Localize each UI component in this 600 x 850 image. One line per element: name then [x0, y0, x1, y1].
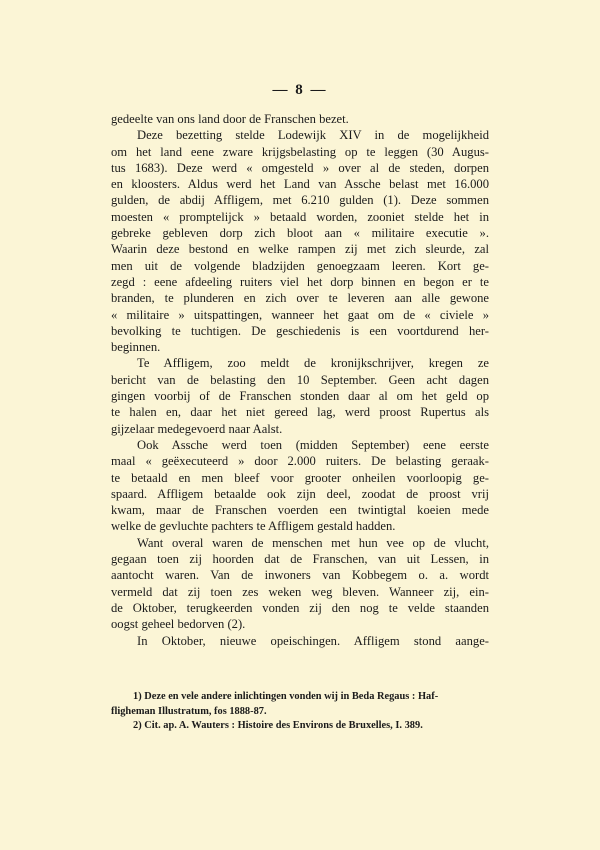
text-line: beginnen. [111, 340, 161, 355]
text-line: Ook Assche werd toen (midden September) eene eerste [137, 437, 489, 452]
text-line: bericht van de belasting den 10 September. Geen acht dagen [111, 372, 489, 387]
text-line: Want overal waren de menschen met hun vee op de vlucht, [137, 535, 489, 550]
text-line: In Oktober, nieuwe opeischingen. Affligem stond aange- [137, 633, 489, 648]
text-line: te betaald en men bleef voor grooter onheilen voorloopig ge- [111, 470, 489, 485]
text-line: vermeld dat zij toen zes weken weg bleven. Wanneer zij, ein- [111, 584, 489, 599]
text-line: zegd : eene afdeeling ruiters viel het dorp binnen en begon er te [111, 274, 489, 289]
footnote-line: fligheman Illustratum, fos 1888-87. [111, 705, 267, 717]
text-line: Te Affligem, zoo meldt de kronijkschrijver, kregen ze [137, 356, 489, 371]
text-line: gegaan toen zij hoorden dat de Franschen, van uit Lessen, in [111, 552, 489, 567]
text-line: bevolking te tuchtigen. De geschiedenis is een voortdurend her- [111, 323, 489, 338]
text-line: men uit de volgende bladzijden genoegzaam leeren. Kort ge- [111, 258, 489, 273]
text-line: gijzelaar medegevoerd naar Aalst. [111, 421, 283, 436]
text-line: oogst geheel bedorven (2). [111, 617, 246, 632]
text-line: tus 1683). Deze werd « omgesteld » over al de steden, dorpen [111, 160, 489, 175]
text-line: « militaire » uitspattingen, wanneer het gaat om de « civiele » [111, 307, 489, 322]
text-line: te halen en, daar het niet gereed lag, werd proost Rupertus als [111, 405, 489, 420]
text-line: kwam, maar de Franschen voerden een twintigtal koeien mede [111, 503, 489, 518]
text-line: Deze bezetting stelde Lodewijk XIV in de mogelijkheid [137, 128, 489, 143]
text-line: gebreke gebleven dorp zich bloot aan « militaire executie ». [111, 226, 489, 241]
page-number: — 8 — [272, 82, 328, 98]
text-line: spaard. Affligem betaalde ook zijn deel, zoodat de proost vrij [111, 486, 489, 501]
text-line: gulden, de abdij Affligem, met 6.210 gulden (1). Deze sommen [111, 193, 489, 208]
footnotes [111, 690, 489, 734]
text-line: de Oktober, terugkeerden vonden zij den nog te velde staanden [111, 600, 489, 615]
text-line: welke de gevluchte pachters te Affligem gestald hadden. [111, 519, 396, 534]
body-text [111, 111, 489, 649]
footnote-line: 1) Deze en vele andere inlichtingen vonden wij in Beda Regaus : Haf- [133, 691, 439, 702]
text-line: branden, te plunderen en zich over te leveren aan alle gewone [111, 291, 489, 306]
text-line: om het land eene zware krijgsbelasting op te leggen (30 Augus- [111, 144, 489, 159]
text-line: en kloosters. Aldus werd het Land van Assche belast met 16.000 [111, 177, 489, 192]
text-line: gedeelte van ons land door de Franschen bezet. [111, 112, 349, 126]
text-line: gingen voorbij of de Franschen stonden daar al om het geld op [111, 389, 489, 404]
text-line: moesten « promptelijck » betaald worden, zooniet stelde het in [111, 209, 489, 224]
text-line: maal « geëxecuteerd » door 2.000 ruiters. De belasting geraak- [111, 454, 489, 469]
text-line: aantocht waren. Van de inwoners van Kobbegem o. a. wordt [111, 568, 489, 583]
text-line: Waarin deze bestond en welke rampen zij met zich sleurde, zal [111, 242, 489, 257]
footnote-line: 2) Cit. ap. A. Wauters : Histoire des Environs de Bruxelles, I. 389. [133, 720, 423, 731]
